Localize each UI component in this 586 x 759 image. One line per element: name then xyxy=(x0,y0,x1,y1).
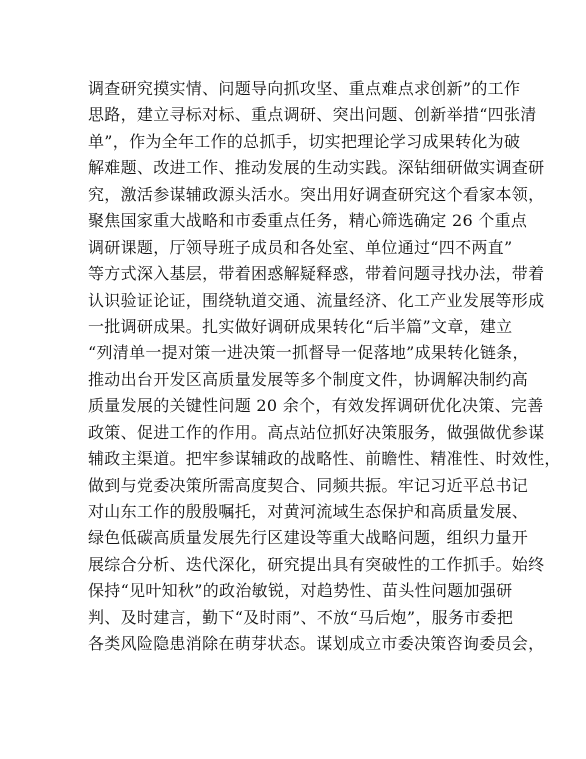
text-line-1: 调查研究摸实情、问题导向抓攻坚、重点难点求创新”的工作 xyxy=(88,79,521,98)
text-line-3: 单”，作为全年工作的总抓手，切实把理论学习成果转化为破 xyxy=(88,131,521,151)
text-line-4: 解难题、改进工作、推动发展的生动实践。深钻细研做实调查研 xyxy=(88,158,545,178)
text-line-21: 判、及时建言，勤下“及时雨”、不放“马后炮”，服务市委把 xyxy=(88,607,514,627)
text-line-2: 思路，建立寻标对标、重点调研、突出问题、创新举措“四张清 xyxy=(88,105,537,125)
text-line-5: 究，激活参谋辅政源头活水。突出用好调查研究这个看家本领， xyxy=(88,184,545,204)
text-line-8: 等方式深入基层，带着困惑解疑释惑，带着问题寻找办法，带着 xyxy=(88,264,545,284)
text-line-6: 聚焦国家重大战略和市委重点任务，精心筛选确定 26 个重点 xyxy=(88,211,528,231)
text-line-20: 保持“见叶知秋”的政治敏锐，对趋势性、苗头性问题加强研 xyxy=(88,581,513,601)
text-line-10: 一批调研成果。扎实做好调研成果转化“后半篇”文章，建立 xyxy=(88,316,513,336)
text-line-12: 推动出台开发区高质量发展等多个制度文件，协调解决制约高 xyxy=(88,369,529,389)
text-line-13: 质量发展的关键性问题 20 余个，有效发挥调研优化决策、完善 xyxy=(88,396,544,416)
text-line-17: 对山东工作的殷殷嘱托，对黄河流域生态保护和高质量发展、 xyxy=(88,502,529,521)
text-line-11: “列清单一提对策一进决策一抓督导一促落地”成果转化链条， xyxy=(88,343,529,363)
text-line-19: 展综合分析、迭代深化，研究提出具有突破性的工作抓手。始终 xyxy=(88,554,545,574)
text-line-16: 做到与党委决策所需高度契合、同频共振。牢记习近平总书记 xyxy=(88,475,529,495)
text-line-18: 绿色低碳高质量发展先行区建设等重大战略问题，组织力量开 xyxy=(88,528,529,548)
text-line-14: 政策、促进工作的作用。高点站位抓好决策服务，做强做优参谋 xyxy=(88,422,545,442)
body-text xyxy=(88,76,561,658)
text-line-15: 辅政主渠道。把牢参谋辅政的战略性、前瞻性、精准性、时效性， xyxy=(88,449,561,469)
text-line-9: 认识验证论证，围绕轨道交通、流量经济、化工产业发展等形成 xyxy=(88,290,545,310)
text-line-7: 调研课题，厅领导班子成员和各处室、单位通过“四不两直” xyxy=(88,237,513,257)
text-line-22: 各类风险隐患消除在萌芽状态。谋划成立市委决策咨询委员会， xyxy=(88,634,545,654)
